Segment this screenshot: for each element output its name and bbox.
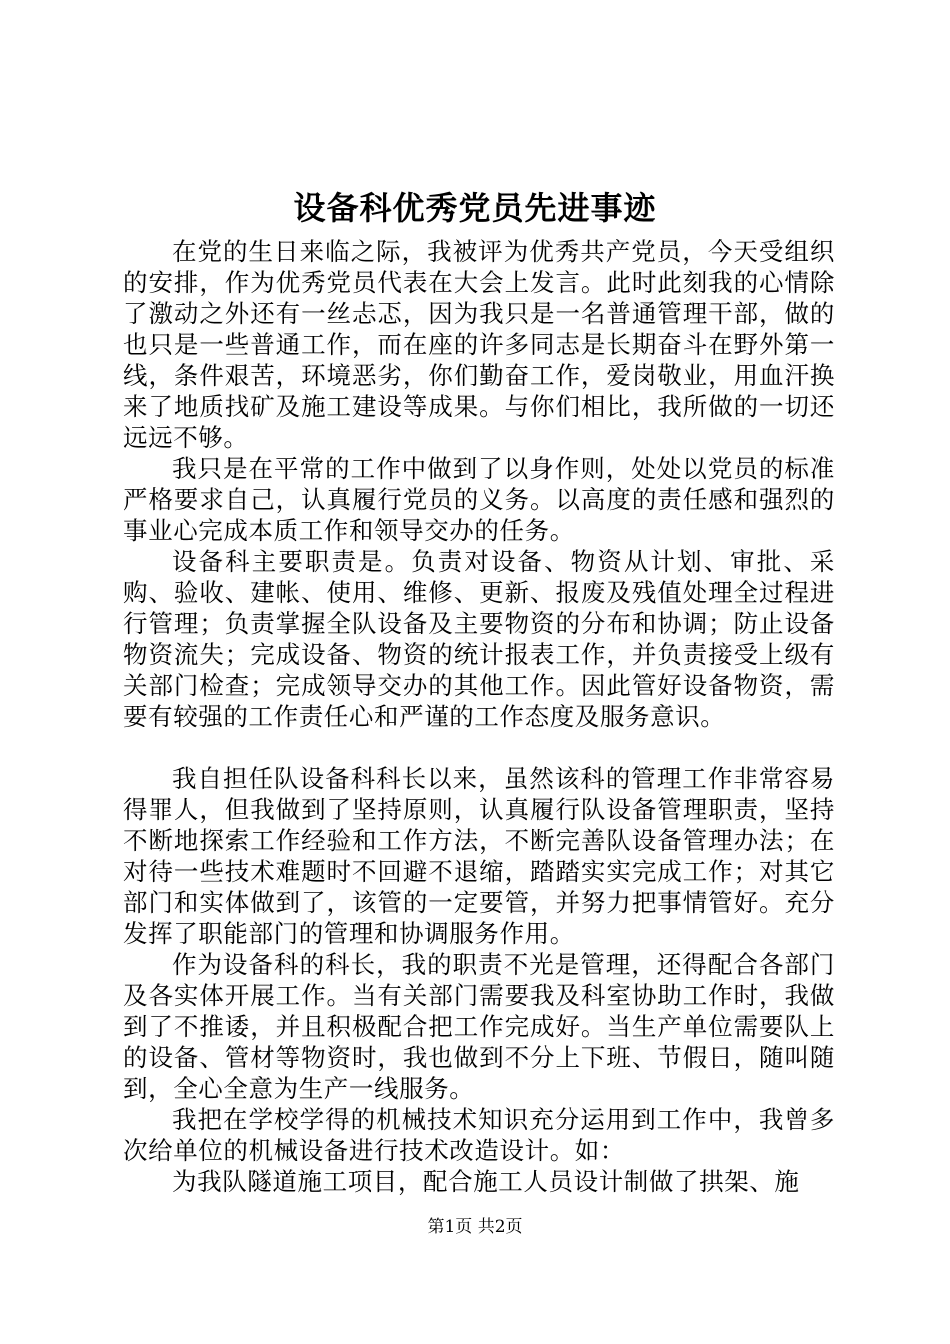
paragraph-6: 我把在学校学得的机械技术知识充分运用到工作中，我曾多次给单位的机械设备进行技术改造设计。如： — [123, 1105, 835, 1165]
document-title: 设备科优秀党员先进事迹 — [293, 189, 657, 227]
paragraph-2: 我只是在平常的工作中做到了以身作则，处处以党员的标准严格要求自己，认真履行党员的义务。以高度的责任感和强烈的事业心完成本质工作和领导交办的任务。 — [123, 454, 835, 545]
paragraph-spacer — [123, 732, 835, 763]
paragraph-1: 在党的生日来临之际，我被评为优秀共产党员，今天受组织的安排，作为优秀党员代表在大会上发言。此时此刻我的心情除了激动之外还有一丝忐忑，因为我只是一名普通管理干部，做的也只是一些普通工作，而在座的许多同志是长期奋斗在野外第一线，条件艰苦，环境恶劣，你们勤奋工作，爱岗敬业，用血汗换来了地质找矿及施工建设等成果。与你们相比，我所做的一切还远远不够。 — [123, 237, 835, 452]
paragraph-4: 我自担任队设备科科长以来，虽然该科的管理工作非常容易得罪人，但我做到了坚持原则，认真履行队设备管理职责，坚持不断地探索工作经验和工作方法，不断完善队设备管理办法；在对待一些技术难题时不回避不退缩，踏踏实实完成工作；对其它部门和实体做到了，该管的一定要管，并努力把事情管好。充分发挥了职能部门的管理和协调服务作用。 — [123, 764, 835, 948]
paragraph-7: 为我队隧道施工项目，配合施工人员设计制做了拱架、施 — [172, 1167, 800, 1196]
paragraph-3: 设备科主要职责是。负责对设备、物资从计划、审批、采购、验收、建帐、使用、维修、更新、报废及残值处理全过程进行管理；负责掌握全队设备及主要物资的分布和协调；防止设备物资流失；完成设备、物资的统计报表工作，并负责接受上级有关部门检查；完成领导交办的其他工作。因此管好设备物资，需要有较强的工作责任心和严谨的工作态度及服务意识。 — [123, 547, 835, 731]
document-body — [123, 236, 835, 1197]
page-footer: 第1页 共2页 — [427, 1217, 523, 1237]
paragraph-5: 作为设备科的科长，我的职责不光是管理，还得配合各部门及各实体开展工作。当有关部门需要我及科室协助工作时，我做到了不推诿，并且积极配合把工作完成好。当生产单位需要队上的设备、管材等物资时，我也做到不分上下班、节假日，随叫随到，全心全意为生产一线服务。 — [123, 950, 835, 1103]
